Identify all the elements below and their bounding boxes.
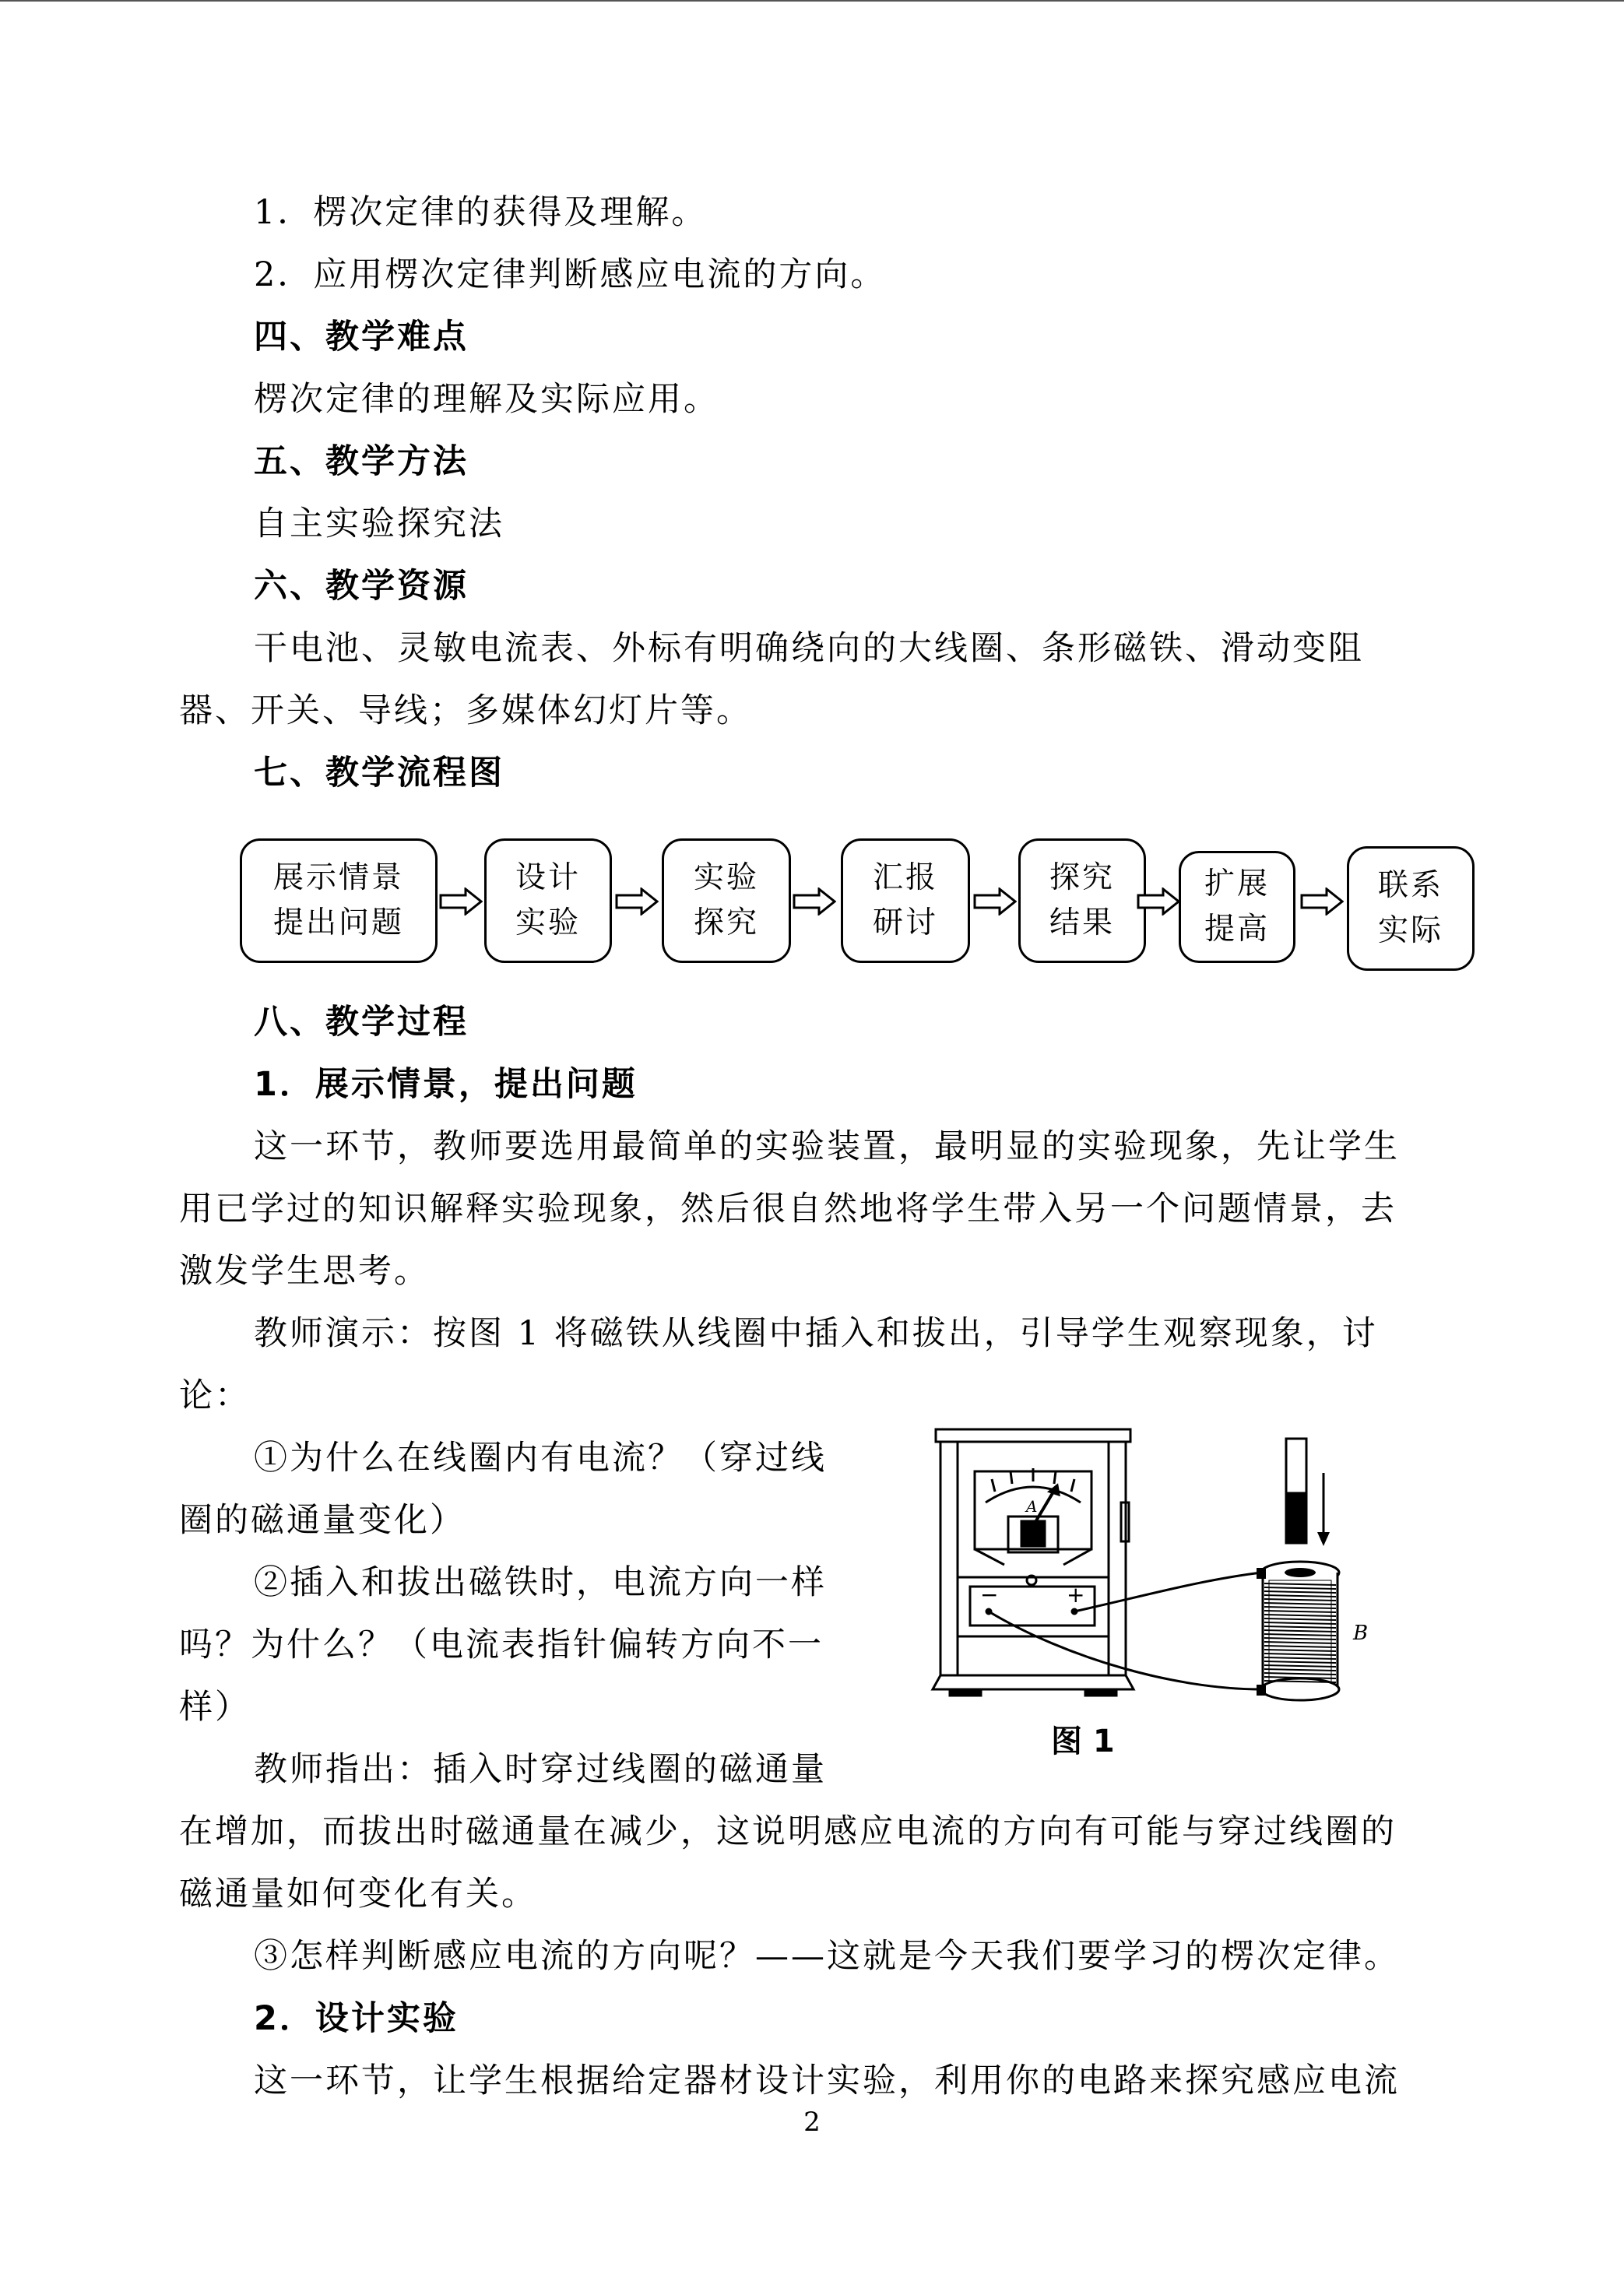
question-1-line-1: ①为什么在线圈内有电流？（穿过线 [254,1439,827,1478]
resources-text-2: 器、开关、导线；多媒体幻灯片等。 [179,691,752,730]
flow-step-3: 实验 探究 [662,838,791,963]
minus-label: − [980,1582,999,1608]
flow-step-4: 汇报 研讨 [841,838,970,963]
plus-label: + [1067,1582,1085,1608]
para-2-line-2: 论： [179,1376,251,1415]
heading-method: 五、教学方法 [254,442,469,481]
heading-process: 八、教学过程 [254,1003,469,1042]
arrow-right-icon [973,887,1017,916]
figure-1-apparatus [926,1425,1378,1720]
arrow-right-icon [1300,887,1344,916]
teacher-note-line-1: 教师指出：插入时穿过线圈的磁通量 [254,1750,827,1789]
question-2-line-3: 样） [179,1688,251,1727]
figure-caption: 图 1 [1051,1724,1115,1759]
galvanometer-icon [933,1429,1134,1696]
meter-letter: A [1026,1497,1038,1516]
page-top-border [0,0,1624,2]
section-1-title: 1．展示情景，提出问题 [254,1065,638,1104]
heading-flowchart: 七、教学流程图 [254,754,504,793]
para-1-line-3: 激发学生思考。 [179,1252,430,1291]
page-number: 2 [803,2107,821,2138]
para-3-line-1: 这一环节，让学生根据给定器材设计实验，利用你的电路来探究感应电流 [254,2061,1400,2100]
objective-1: 1．楞次定律的获得及理解。 [254,193,708,232]
para-2-line-1: 教师演示：按图 1 将磁铁从线圈中插入和拔出，引导学生观察现象，讨 [254,1314,1378,1353]
flow-step-2: 设计 实验 [484,838,612,963]
arrow-right-icon [793,887,836,916]
coil-label: B [1353,1622,1369,1645]
question-2-line-2: 吗？为什么？（电流表指针偏转方向不一 [179,1625,824,1664]
resources-text-1: 干电池、灵敏电流表、外标有明确绕向的大线圈、条形磁铁、滑动变阻 [254,629,1364,668]
question-3: ③怎样判断感应电流的方向呢？——这就是今天我们要学习的楞次定律。 [254,1937,1400,1976]
teacher-note-line-2: 在增加，而拔出时磁通量在减少，这说明感应电流的方向有可能与穿过线圈的 [179,1812,1397,1851]
arrow-right-icon [615,887,659,916]
method-text: 自主实验探究法 [254,504,504,543]
arrow-right-icon [1137,887,1180,916]
flow-step-6: 扩展 提高 [1179,851,1295,963]
flow-step-5: 探究 结果 [1018,838,1146,963]
para-1-line-2: 用已学过的知识解释实验现象，然后很自然地将学生带入另一个问题情景，去 [179,1190,1397,1228]
flow-step-7: 联系 实际 [1347,846,1475,971]
heading-difficulty: 四、教学难点 [254,318,469,357]
bar-magnet-icon [1286,1439,1330,1546]
objective-2: 2．应用楞次定律判断感应电流的方向。 [254,255,887,294]
arrow-right-icon [439,887,483,916]
difficulty-text: 楞次定律的理解及实际应用。 [254,380,719,419]
teacher-note-line-3: 磁通量如何变化有关。 [179,1875,537,1914]
para-1-line-1: 这一环节，教师要选用最简单的实验装置，最明显的实验现象，先让学生 [254,1127,1400,1166]
section-2-title: 2．设计实验 [254,1999,459,2038]
question-2-line-1: ②插入和拔出磁铁时，电流方向一样 [254,1563,827,1602]
flow-step-1: 展示情景 提出问题 [240,838,438,963]
coil-icon [1257,1562,1339,1700]
heading-resources: 六、教学资源 [254,567,469,606]
question-1-line-2: 圈的磁通量变化） [179,1501,466,1540]
